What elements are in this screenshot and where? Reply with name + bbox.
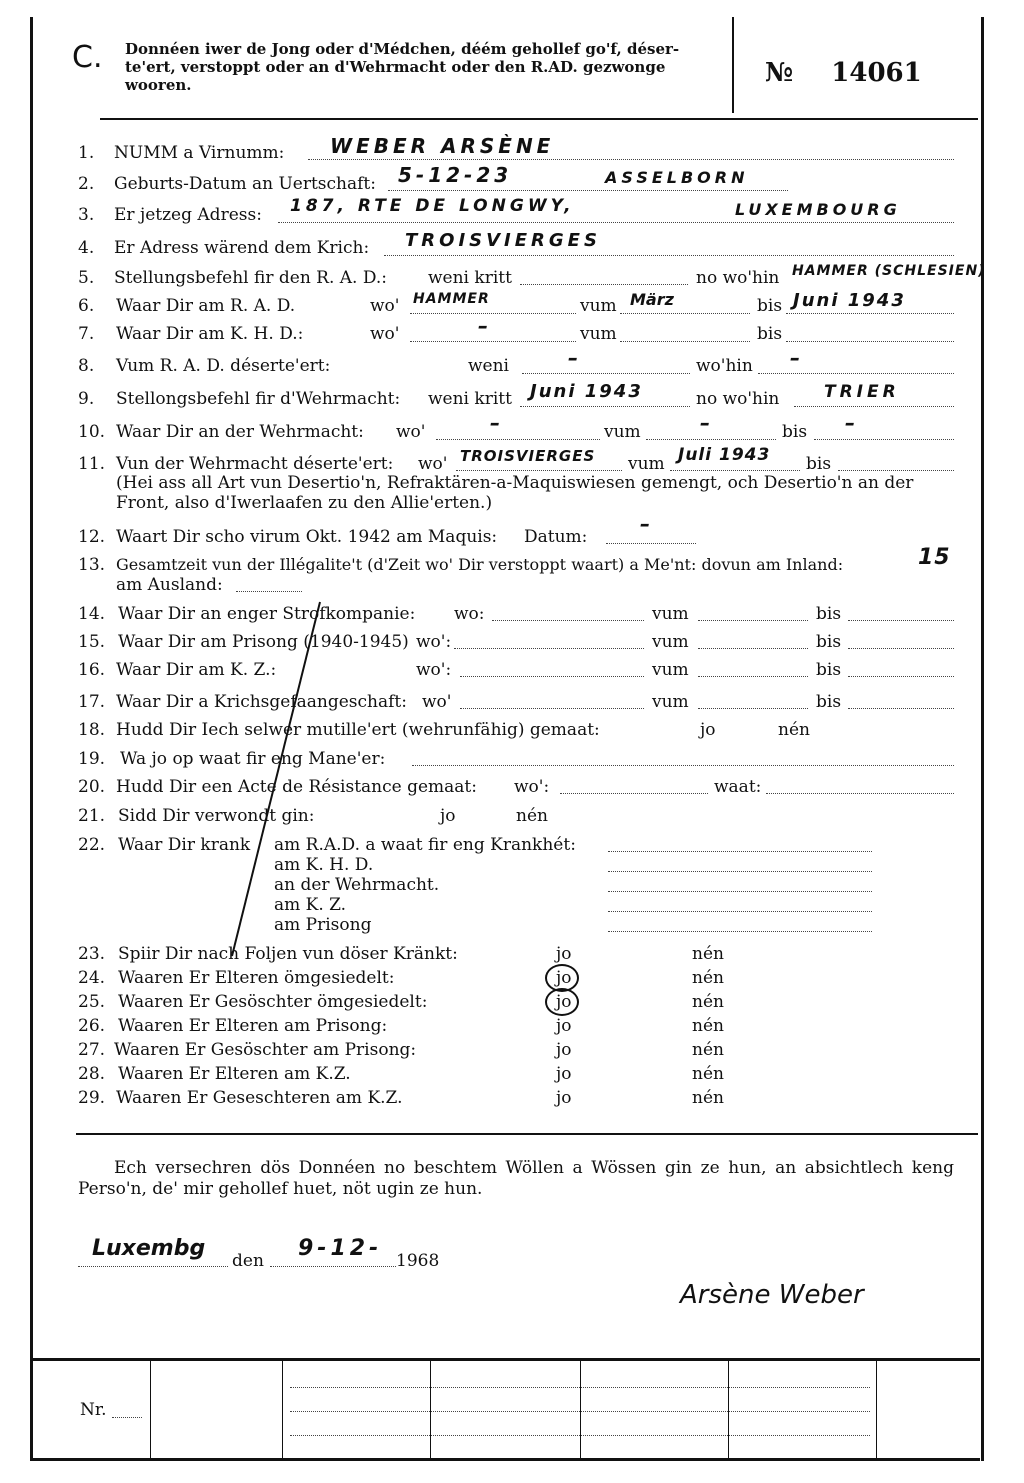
item-sublabel: wo' (422, 692, 452, 712)
answer-rad-desert-when: – (568, 346, 582, 370)
item-label: Waar Dir am K. Z.: (116, 660, 277, 680)
item-label: Waar Dir an der Wehrmacht: (116, 422, 364, 442)
answer-line (410, 341, 576, 342)
answer-wehrmacht-place: – (490, 411, 504, 435)
header-divider (732, 17, 734, 113)
answer-rad-desert-where: – (790, 346, 804, 370)
item-label: Waaren Er Elteren am Prisong: (118, 1016, 388, 1036)
answer-address-city: LUXEMBOURG (735, 200, 901, 219)
item-label: Vun der Wehrmacht déserte'ert: (116, 454, 394, 474)
declaration-text: Ech versechren dös Donnéen no beschtem Wöllen a Wössen gin ze hun, an absichtlech keng Perso'n, de' mir gehollef huet, nöt ugin ze hun. (78, 1158, 954, 1199)
item-label: Wa jo op waat fir eng Mane'er: (120, 749, 386, 769)
choice-yes: jo (556, 1040, 572, 1060)
item-number: 20. (78, 777, 106, 797)
date-line (270, 1266, 396, 1267)
answer-line (454, 648, 644, 649)
item-number: 21. (78, 806, 106, 826)
item-label: Waaren Er Gesöschter am Prisong: (114, 1040, 417, 1060)
choice-yes: jo (556, 1088, 572, 1108)
item-sublabel: vum (628, 454, 665, 474)
item-label: Geburts-Datum an Uertschaft: (114, 174, 376, 194)
item-number: 9. (78, 389, 95, 409)
item-sublabel: wo': (514, 777, 550, 797)
item-sublabel: wo: (454, 604, 485, 624)
answer-line (786, 313, 954, 314)
item-number: 4. (78, 238, 95, 258)
table-col-5 (728, 1360, 729, 1460)
item-number: 8. (78, 356, 95, 376)
table-bottom-rule (30, 1458, 980, 1461)
pen-stroke (220, 600, 330, 960)
item-number: 25. (78, 992, 106, 1012)
item-sublabel: bis (757, 324, 783, 344)
item-number: 22. (78, 835, 106, 855)
answer-desert-place: TROISVIERGES (460, 447, 596, 465)
item-label: Hudd Dir een Acte de Résistance gemaat: (116, 777, 477, 797)
answer-war-address: TROISVIERGES (405, 230, 601, 251)
item-number: 17. (78, 692, 106, 712)
answer-line (460, 676, 644, 677)
item-sublabel: Datum: (524, 527, 588, 547)
answer-line (388, 190, 788, 191)
answer-line (698, 676, 808, 677)
item-sublabel: wo': (416, 632, 452, 652)
item-sublabel: no wo'hin (696, 268, 780, 288)
item-number: 10. (78, 422, 106, 442)
answer-inland-months: 15 (918, 545, 951, 570)
answer-line (620, 341, 750, 342)
choice-no: nén (692, 968, 724, 988)
choice-no: nén (692, 1088, 724, 1108)
answer-line (670, 470, 800, 471)
answer-maquis-date: – (640, 512, 654, 536)
answer-line (848, 648, 954, 649)
answer-line (384, 255, 954, 256)
answer-line (492, 620, 644, 621)
item-sublabel: weni (468, 356, 509, 376)
item-sublabel: wo' (418, 454, 448, 474)
choice-no: nén (692, 1040, 724, 1060)
circle-mark (545, 988, 579, 1016)
table-col-4 (580, 1360, 581, 1460)
item-sublabel: waat: (714, 777, 762, 797)
item-sublabel: bis (806, 454, 832, 474)
item-number: 11. (78, 454, 106, 474)
item-number: 26. (78, 1016, 106, 1036)
item-sublabel: vum (580, 324, 617, 344)
answer-line (606, 543, 696, 544)
item-sublabel: weni kritt (428, 268, 512, 288)
item-sublabel: am Prisong (274, 915, 372, 935)
answer-wehrmacht-from: – (700, 411, 714, 435)
item-sublabel: am K. H. D. (274, 855, 374, 875)
choice-yes-selected: jo (556, 992, 572, 1012)
item-sublabel: bis (816, 692, 842, 712)
answer-line (236, 591, 302, 592)
answer-line (608, 891, 872, 892)
table-line (290, 1435, 870, 1436)
item-sublabel: vum (652, 632, 689, 652)
item-label: Er Adress wärend dem Krich: (114, 238, 370, 258)
item-label: Stellongsbefehl fir d'Wehrmacht: (116, 389, 401, 409)
item-label: Spiir Dir nach Foljen vun döser Kränkt: (118, 944, 458, 964)
choice-yes: jo (440, 806, 456, 826)
nr-label: Nr. (80, 1400, 107, 1420)
signature: Arsène Weber (680, 1280, 864, 1310)
answer-line (848, 620, 954, 621)
choice-no: nén (516, 806, 548, 826)
item-sublabel: bis (757, 296, 783, 316)
answer-line (786, 341, 954, 342)
item-number: 13. (78, 555, 106, 575)
number-symbol: № (765, 58, 794, 88)
table-line (290, 1411, 870, 1412)
answer-line (646, 439, 776, 440)
answer-birth-place: ASSELBORN (605, 168, 749, 187)
item-label: Waaren Er Elteren ömgesiedelt: (118, 968, 395, 988)
item-label: Waaren Er Geseschteren am K.Z. (116, 1088, 403, 1108)
answer-line (608, 851, 872, 852)
answer-wehrmacht-until: – (845, 411, 859, 435)
answer-wehrmacht-destination: TRIER (824, 382, 900, 402)
item-number: 24. (78, 968, 106, 988)
choice-yes: jo (700, 720, 716, 740)
answer-line (278, 222, 954, 223)
signature-date: 9-12- (298, 1236, 383, 1261)
number-value: 14061 (831, 58, 922, 88)
answer-wehrmacht-order: Juni 1943 (530, 381, 643, 402)
answer-line (410, 313, 576, 314)
item-sublabel: am K. Z. (274, 895, 347, 915)
item-note: (Hei ass all Art vun Desertio'n, Refraktären-a-Maquiswiesen gemengt, och Desertio'n an der Front, also d'Iwerlaafen zu den Allie'erten.) (116, 473, 914, 513)
choice-yes: jo (556, 944, 572, 964)
item-label: Waart Dir scho virum Okt. 1942 am Maquis: (116, 527, 498, 547)
item-label: Vum R. A. D. déserte'ert: (116, 356, 331, 376)
item-label: Waaren Er Elteren am K.Z. (118, 1064, 351, 1084)
item-number: 23. (78, 944, 106, 964)
choice-no: nén (692, 1064, 724, 1084)
choice-no: nén (692, 1016, 724, 1036)
answer-line (522, 373, 690, 374)
item-number: 19. (78, 749, 106, 769)
item-label: Waar Dir a Krichsgefaangeschaft: (116, 692, 407, 712)
item-sublabel: no wo'hin (696, 389, 780, 409)
item-number: 7. (78, 324, 95, 344)
item-sublabel: bis (816, 632, 842, 652)
item-number: 29. (78, 1088, 106, 1108)
item-sublabel: weni kritt (428, 389, 512, 409)
answer-line (794, 406, 954, 407)
signature-place: Luxembg (92, 1236, 206, 1261)
answer-rad-from: März (630, 290, 674, 309)
item-sublabel: vum (652, 660, 689, 680)
year-label: 1968 (396, 1251, 440, 1271)
answer-line (436, 439, 600, 440)
answer-line (608, 931, 872, 932)
item-number: 12. (78, 527, 106, 547)
answer-line (848, 708, 954, 709)
place-line (78, 1266, 228, 1267)
item-sublabel: wo': (416, 660, 452, 680)
answer-line (308, 159, 954, 160)
answer-desert-from: Juli 1943 (678, 445, 771, 465)
item-label: Hudd Dir Iech selwer mutille'ert (wehrunfähig) gemaat: (116, 720, 600, 740)
item-sublabel: am Ausland: (116, 575, 223, 595)
answer-line (520, 284, 688, 285)
answer-line (698, 648, 808, 649)
item-label: Waaren Er Gesöschter ömgesiedelt: (118, 992, 428, 1012)
answer-rad-place: HAMMER (413, 291, 490, 307)
choice-no: nén (692, 944, 724, 964)
item-number: 2. (78, 174, 95, 194)
item-sublabel: an der Wehrmacht. (274, 875, 440, 895)
answer-rad-destination: HAMMER (SCHLESIEN) (792, 263, 986, 279)
answer-line (560, 793, 708, 794)
answer-line (412, 765, 954, 766)
item-number: 16. (78, 660, 106, 680)
answer-line (520, 406, 690, 407)
table-col-2 (282, 1360, 283, 1460)
item-sublabel: wo' (396, 422, 426, 442)
answer-line (456, 470, 622, 471)
section-letter: C. (72, 40, 103, 75)
answer-line (848, 676, 954, 677)
table-top-rule (30, 1358, 980, 1361)
answer-line (608, 871, 872, 872)
table-col-6 (876, 1360, 877, 1460)
item-number: 1. (78, 143, 95, 163)
choice-yes: jo (556, 1064, 572, 1084)
item-sublabel: vum (652, 604, 689, 624)
answer-line (620, 313, 750, 314)
item-sublabel: wo'hin (696, 356, 753, 376)
item-label: Waar Dir am R. A. D. (116, 296, 296, 316)
answer-address: 187, RTE DE LONGWY, (290, 196, 575, 216)
item-label: Waar Dir am K. H. D.: (116, 324, 304, 344)
answer-name: WEBER ARSÈNE (330, 134, 555, 158)
table-col-1 (150, 1360, 151, 1460)
item-label: Gesamtzeit vun der Illégalite't (d'Zeit wo' Dir verstoppt waart) a Me'nt: dovun am Inland: (116, 555, 844, 574)
nr-line (112, 1417, 142, 1418)
choice-no: nén (692, 992, 724, 1012)
item-label: Waar Dir krank (118, 835, 251, 855)
choice-yes-selected: jo (556, 968, 572, 988)
section-rule (76, 1133, 978, 1135)
answer-birth-date: 5-12-23 (398, 163, 513, 187)
item-sublabel: bis (782, 422, 808, 442)
item-sublabel: vum (604, 422, 641, 442)
choice-yes: jo (556, 1016, 572, 1036)
item-number: 6. (78, 296, 95, 316)
item-sublabel: bis (816, 660, 842, 680)
item-label: Er jetzeg Adress: (114, 205, 262, 225)
item-number: 28. (78, 1064, 106, 1084)
item-sublabel: wo' (370, 324, 400, 344)
header-rule (100, 118, 978, 120)
den-label: den (232, 1251, 264, 1271)
answer-line (698, 620, 808, 621)
answer-line (698, 708, 808, 709)
answer-line (758, 373, 954, 374)
answer-line (460, 708, 644, 709)
item-number: 18. (78, 720, 106, 740)
item-label: Stellungsbefehl fir den R. A. D.: (114, 268, 388, 288)
choice-no: nén (778, 720, 810, 740)
item-label: Waar Dir an enger Strofkompanie: (118, 604, 416, 624)
table-line (290, 1387, 870, 1388)
item-label: NUMM a Virnumm: (114, 143, 285, 163)
item-sublabel: vum (652, 692, 689, 712)
item-sublabel: wo' (370, 296, 400, 316)
answer-line (814, 439, 954, 440)
item-number: 5. (78, 268, 95, 288)
item-number: 15. (78, 632, 106, 652)
item-sublabel: am R.A.D. a waat fir eng Krankhét: (274, 835, 576, 855)
answer-line (608, 911, 872, 912)
item-number: 27. (78, 1040, 106, 1060)
item-sublabel: vum (580, 296, 617, 316)
answer-line (766, 793, 954, 794)
answer-khd-place: – (478, 314, 492, 338)
item-number: 14. (78, 604, 106, 624)
form-title: Donnéen iwer de Jong oder d'Médchen, déém gehollef go'f, déser-te'ert, verstoppt oder an d'Wehrmacht oder den R.AD. gezwonge wooren. (125, 40, 680, 94)
item-label: Waar Dir am Prisong (1940-1945) (118, 632, 409, 652)
answer-line (838, 470, 954, 471)
table-col-3 (430, 1360, 431, 1460)
item-label: Sidd Dir verwondt gin: (118, 806, 315, 826)
answer-rad-until: Juni 1943 (793, 290, 906, 311)
item-sublabel: bis (816, 604, 842, 624)
item-number: 3. (78, 205, 95, 225)
form-number (765, 58, 922, 88)
